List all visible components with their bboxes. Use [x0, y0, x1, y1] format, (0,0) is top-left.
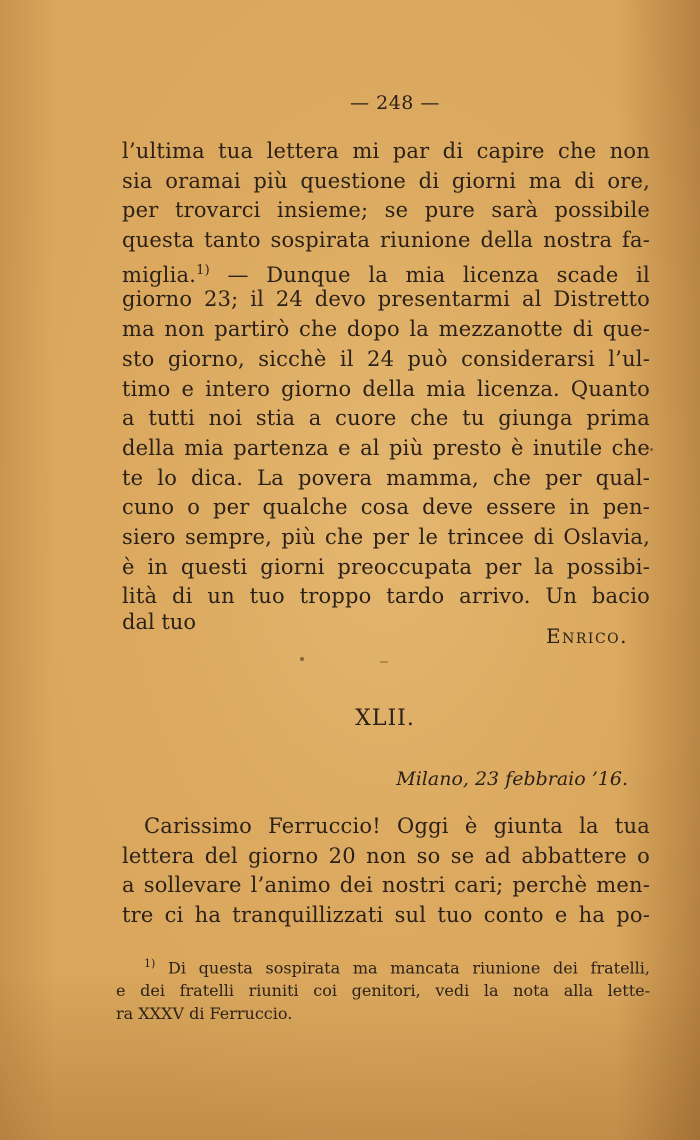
paper-speck	[650, 448, 653, 451]
letter-closing	[122, 610, 650, 648]
letter-two-body	[122, 812, 650, 931]
text-line: timo e intero giorno della mia licenza. Quanto	[122, 376, 650, 401]
text-segment: miglia.	[122, 262, 197, 287]
footnote-line	[116, 952, 650, 979]
text-line: questa tanto sospirata riunione della nostra fa-	[122, 228, 650, 253]
text-line: per trovarci insieme; se pure sarà possibile	[122, 198, 650, 223]
text-line: Carissimo Ferruccio! Oggi è giunta la tua	[144, 814, 650, 838]
text-line: te lo dica. La povera mamma, che per qual-	[122, 465, 650, 490]
text-line: tre ci ha tranquillizzati sul tuo conto e ha po-	[122, 903, 650, 928]
signature: Enrico.	[546, 624, 628, 648]
text-segment: Dunque la mia licenza scade il	[266, 262, 650, 287]
em-dash: —	[227, 262, 249, 287]
letter-number-heading: XLII.	[355, 706, 415, 731]
text-line: lità di un tuo troppo tardo arrivo. Un bacio	[122, 584, 650, 609]
text-line: a sollevare l’animo dei nostri cari; perchè men-	[122, 873, 650, 898]
footnote-reference: 1)	[196, 262, 210, 278]
text-line: l’ultima tua lettera mi par di capire che non	[122, 139, 650, 163]
footnote-line: ra XXXV di Ferruccio.	[116, 1004, 293, 1024]
text-line	[122, 256, 650, 286]
text-line: giorno 23; il 24 devo presentarmi al Distretto	[122, 287, 650, 312]
footnote-marker: 1)	[144, 957, 156, 970]
text-segment: Di questa sospirata ma mancata riunione dei fratelli,	[168, 958, 650, 978]
text-line: a tutti noi stia a cuore che tu giunga prima	[122, 406, 650, 431]
footnote	[116, 952, 650, 1025]
paper-speck	[300, 657, 304, 661]
letter-body	[122, 137, 650, 612]
text-line: sia oramai più questione di giorni ma di ore,	[122, 168, 650, 193]
farewell: dal tuo	[122, 610, 196, 634]
text-line: cuno o per qualche cosa deve essere in pen-	[122, 495, 650, 520]
page-number: — 248 —	[350, 92, 440, 114]
text-line: ma non partirò che dopo la mezzanotte di que-	[122, 317, 650, 342]
text-line: lettera del giorno 20 non so se ad abbattere o	[122, 843, 650, 868]
text-line: è in questi giorni preoccupata per la possibi-	[122, 554, 650, 579]
text-line: siero sempre, più che per le trincee di Oslavia,	[122, 524, 650, 549]
paper-speck	[380, 661, 388, 663]
text-line: della mia partenza e al più presto è inutile che	[122, 435, 650, 460]
footnote-line: e dei fratelli riuniti coi genitori, vedi la nota alla lette-	[116, 981, 650, 1001]
text-line: sto giorno, sicchè il 24 può considerarsi l’ul-	[122, 346, 650, 371]
dateline: Milano, 23 febbraio ’16.	[396, 768, 628, 790]
